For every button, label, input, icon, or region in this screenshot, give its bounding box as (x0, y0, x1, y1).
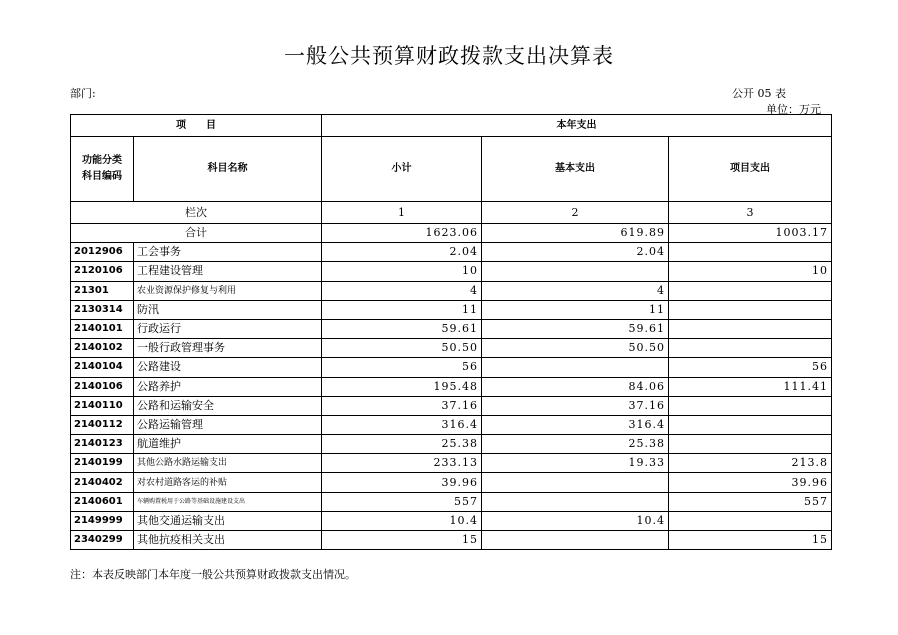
row-project (669, 243, 832, 262)
header-row-2 (71, 137, 832, 202)
header-basic: 基本支出 (482, 137, 669, 202)
column-number-row (71, 202, 832, 224)
row-code: 21301 (71, 281, 134, 300)
row-code: 2140123 (71, 435, 134, 454)
row-project (669, 319, 832, 338)
row-project: 213.8 (669, 454, 832, 473)
row-project (669, 339, 832, 358)
row-subtotal: 25.38 (322, 435, 482, 454)
row-project: 15 (669, 531, 832, 550)
row-project (669, 511, 832, 530)
total-project: 1003.17 (669, 224, 832, 243)
row-code: 2012906 (71, 243, 134, 262)
row-subtotal: 50.50 (322, 339, 482, 358)
row-basic: 50.50 (482, 339, 669, 358)
row-subtotal: 11 (322, 300, 482, 319)
table-row (71, 377, 832, 396)
table-row (71, 300, 832, 319)
header-current-year: 本年支出 (322, 115, 832, 137)
row-subtotal: 59.61 (322, 319, 482, 338)
row-project (669, 281, 832, 300)
table-row (71, 319, 832, 338)
table-row (71, 454, 832, 473)
row-project: 56 (669, 358, 832, 377)
row-code: 2140102 (71, 339, 134, 358)
row-code: 2140106 (71, 377, 134, 396)
row-project (669, 300, 832, 319)
row-name: 其他交通运输支出 (134, 511, 322, 530)
column-number-1: 1 (322, 202, 482, 224)
table-row (71, 396, 832, 415)
row-code: 2140601 (71, 492, 134, 511)
column-number-3: 3 (669, 202, 832, 224)
row-subtotal: 316.4 (322, 415, 482, 434)
row-basic: 2.04 (482, 243, 669, 262)
row-basic (482, 473, 669, 492)
row-code: 2140199 (71, 454, 134, 473)
column-number-2: 2 (482, 202, 669, 224)
row-subtotal: 233.13 (322, 454, 482, 473)
row-basic (482, 262, 669, 281)
row-name: 公路和运输安全 (134, 396, 322, 415)
row-project: 557 (669, 492, 832, 511)
row-basic: 10.4 (482, 511, 669, 530)
row-code: 2340299 (71, 531, 134, 550)
table-row (71, 281, 832, 300)
row-basic (482, 358, 669, 377)
row-code: 2120106 (71, 262, 134, 281)
row-subtotal: 10 (322, 262, 482, 281)
table-row (71, 358, 832, 377)
row-subtotal: 15 (322, 531, 482, 550)
row-basic: 84.06 (482, 377, 669, 396)
row-name: 其他公路水路运输支出 (134, 454, 322, 473)
row-project: 111.41 (669, 377, 832, 396)
row-code: 2140101 (71, 319, 134, 338)
total-subtotal: 1623.06 (322, 224, 482, 243)
header-func-code-line1: 功能分类 (82, 155, 122, 166)
row-subtotal: 39.96 (322, 473, 482, 492)
row-subtotal: 2.04 (322, 243, 482, 262)
department-label: 部门: (70, 87, 96, 100)
table-row (71, 339, 832, 358)
row-name: 行政运行 (134, 319, 322, 338)
row-subtotal: 557 (322, 492, 482, 511)
header-item: 项 目 (71, 115, 322, 137)
header-subtotal: 小计 (322, 137, 482, 202)
row-subtotal: 195.48 (322, 377, 482, 396)
row-code: 2130314 (71, 300, 134, 319)
row-project (669, 435, 832, 454)
row-name: 其他抗疫相关支出 (134, 531, 322, 550)
header-func-code (71, 137, 134, 202)
row-subtotal: 10.4 (322, 511, 482, 530)
row-basic (482, 492, 669, 511)
row-basic: 37.16 (482, 396, 669, 415)
table-row (71, 473, 832, 492)
header-func-code-line2: 科目编码 (82, 171, 122, 182)
row-project: 10 (669, 262, 832, 281)
row-basic: 25.38 (482, 435, 669, 454)
row-basic: 316.4 (482, 415, 669, 434)
row-basic: 11 (482, 300, 669, 319)
table-row (71, 415, 832, 434)
budget-table (70, 114, 832, 550)
row-basic: 4 (482, 281, 669, 300)
row-subtotal: 37.16 (322, 396, 482, 415)
row-name: 公路养护 (134, 377, 322, 396)
header-subject-name: 科目名称 (134, 137, 322, 202)
row-name: 对农村道路客运的补贴 (134, 473, 322, 492)
total-row (71, 224, 832, 243)
header-row-1 (71, 115, 832, 137)
row-name: 公路运输管理 (134, 415, 322, 434)
table-row (71, 531, 832, 550)
row-name: 一般行政管理事务 (134, 339, 322, 358)
row-name: 防汛 (134, 300, 322, 319)
column-number-label: 栏次 (71, 202, 322, 224)
row-basic (482, 531, 669, 550)
row-name: 工会事务 (134, 243, 322, 262)
row-name: 公路建设 (134, 358, 322, 377)
row-name: 工程建设管理 (134, 262, 322, 281)
table-row (71, 492, 832, 511)
page-title: 一般公共预算财政拨款支出决算表 (284, 44, 614, 68)
row-subtotal: 56 (322, 358, 482, 377)
row-code: 2149999 (71, 511, 134, 530)
footnote: 注：本表反映部门本年度一般公共预算财政拨款支出情况。 (70, 568, 356, 581)
header-project: 项目支出 (669, 137, 832, 202)
row-name: 车辆购置税用于公路等基础设施建设支出 (134, 492, 322, 511)
total-label: 合计 (71, 224, 322, 243)
total-basic: 619.89 (482, 224, 669, 243)
row-name: 农业资源保护修复与利用 (134, 281, 322, 300)
table-row (71, 262, 832, 281)
row-project (669, 396, 832, 415)
table-row (71, 511, 832, 530)
row-project: 39.96 (669, 473, 832, 492)
row-subtotal: 4 (322, 281, 482, 300)
row-code: 2140104 (71, 358, 134, 377)
row-name: 航道维护 (134, 435, 322, 454)
row-basic: 19.33 (482, 454, 669, 473)
row-code: 2140110 (71, 396, 134, 415)
row-code: 2140112 (71, 415, 134, 434)
form-number: 公开 05 表 (732, 87, 786, 100)
table-row (71, 435, 832, 454)
row-basic: 59.61 (482, 319, 669, 338)
row-code: 2140402 (71, 473, 134, 492)
row-project (669, 415, 832, 434)
unit-label: 单位：万元 (766, 103, 821, 116)
table-row (71, 243, 832, 262)
